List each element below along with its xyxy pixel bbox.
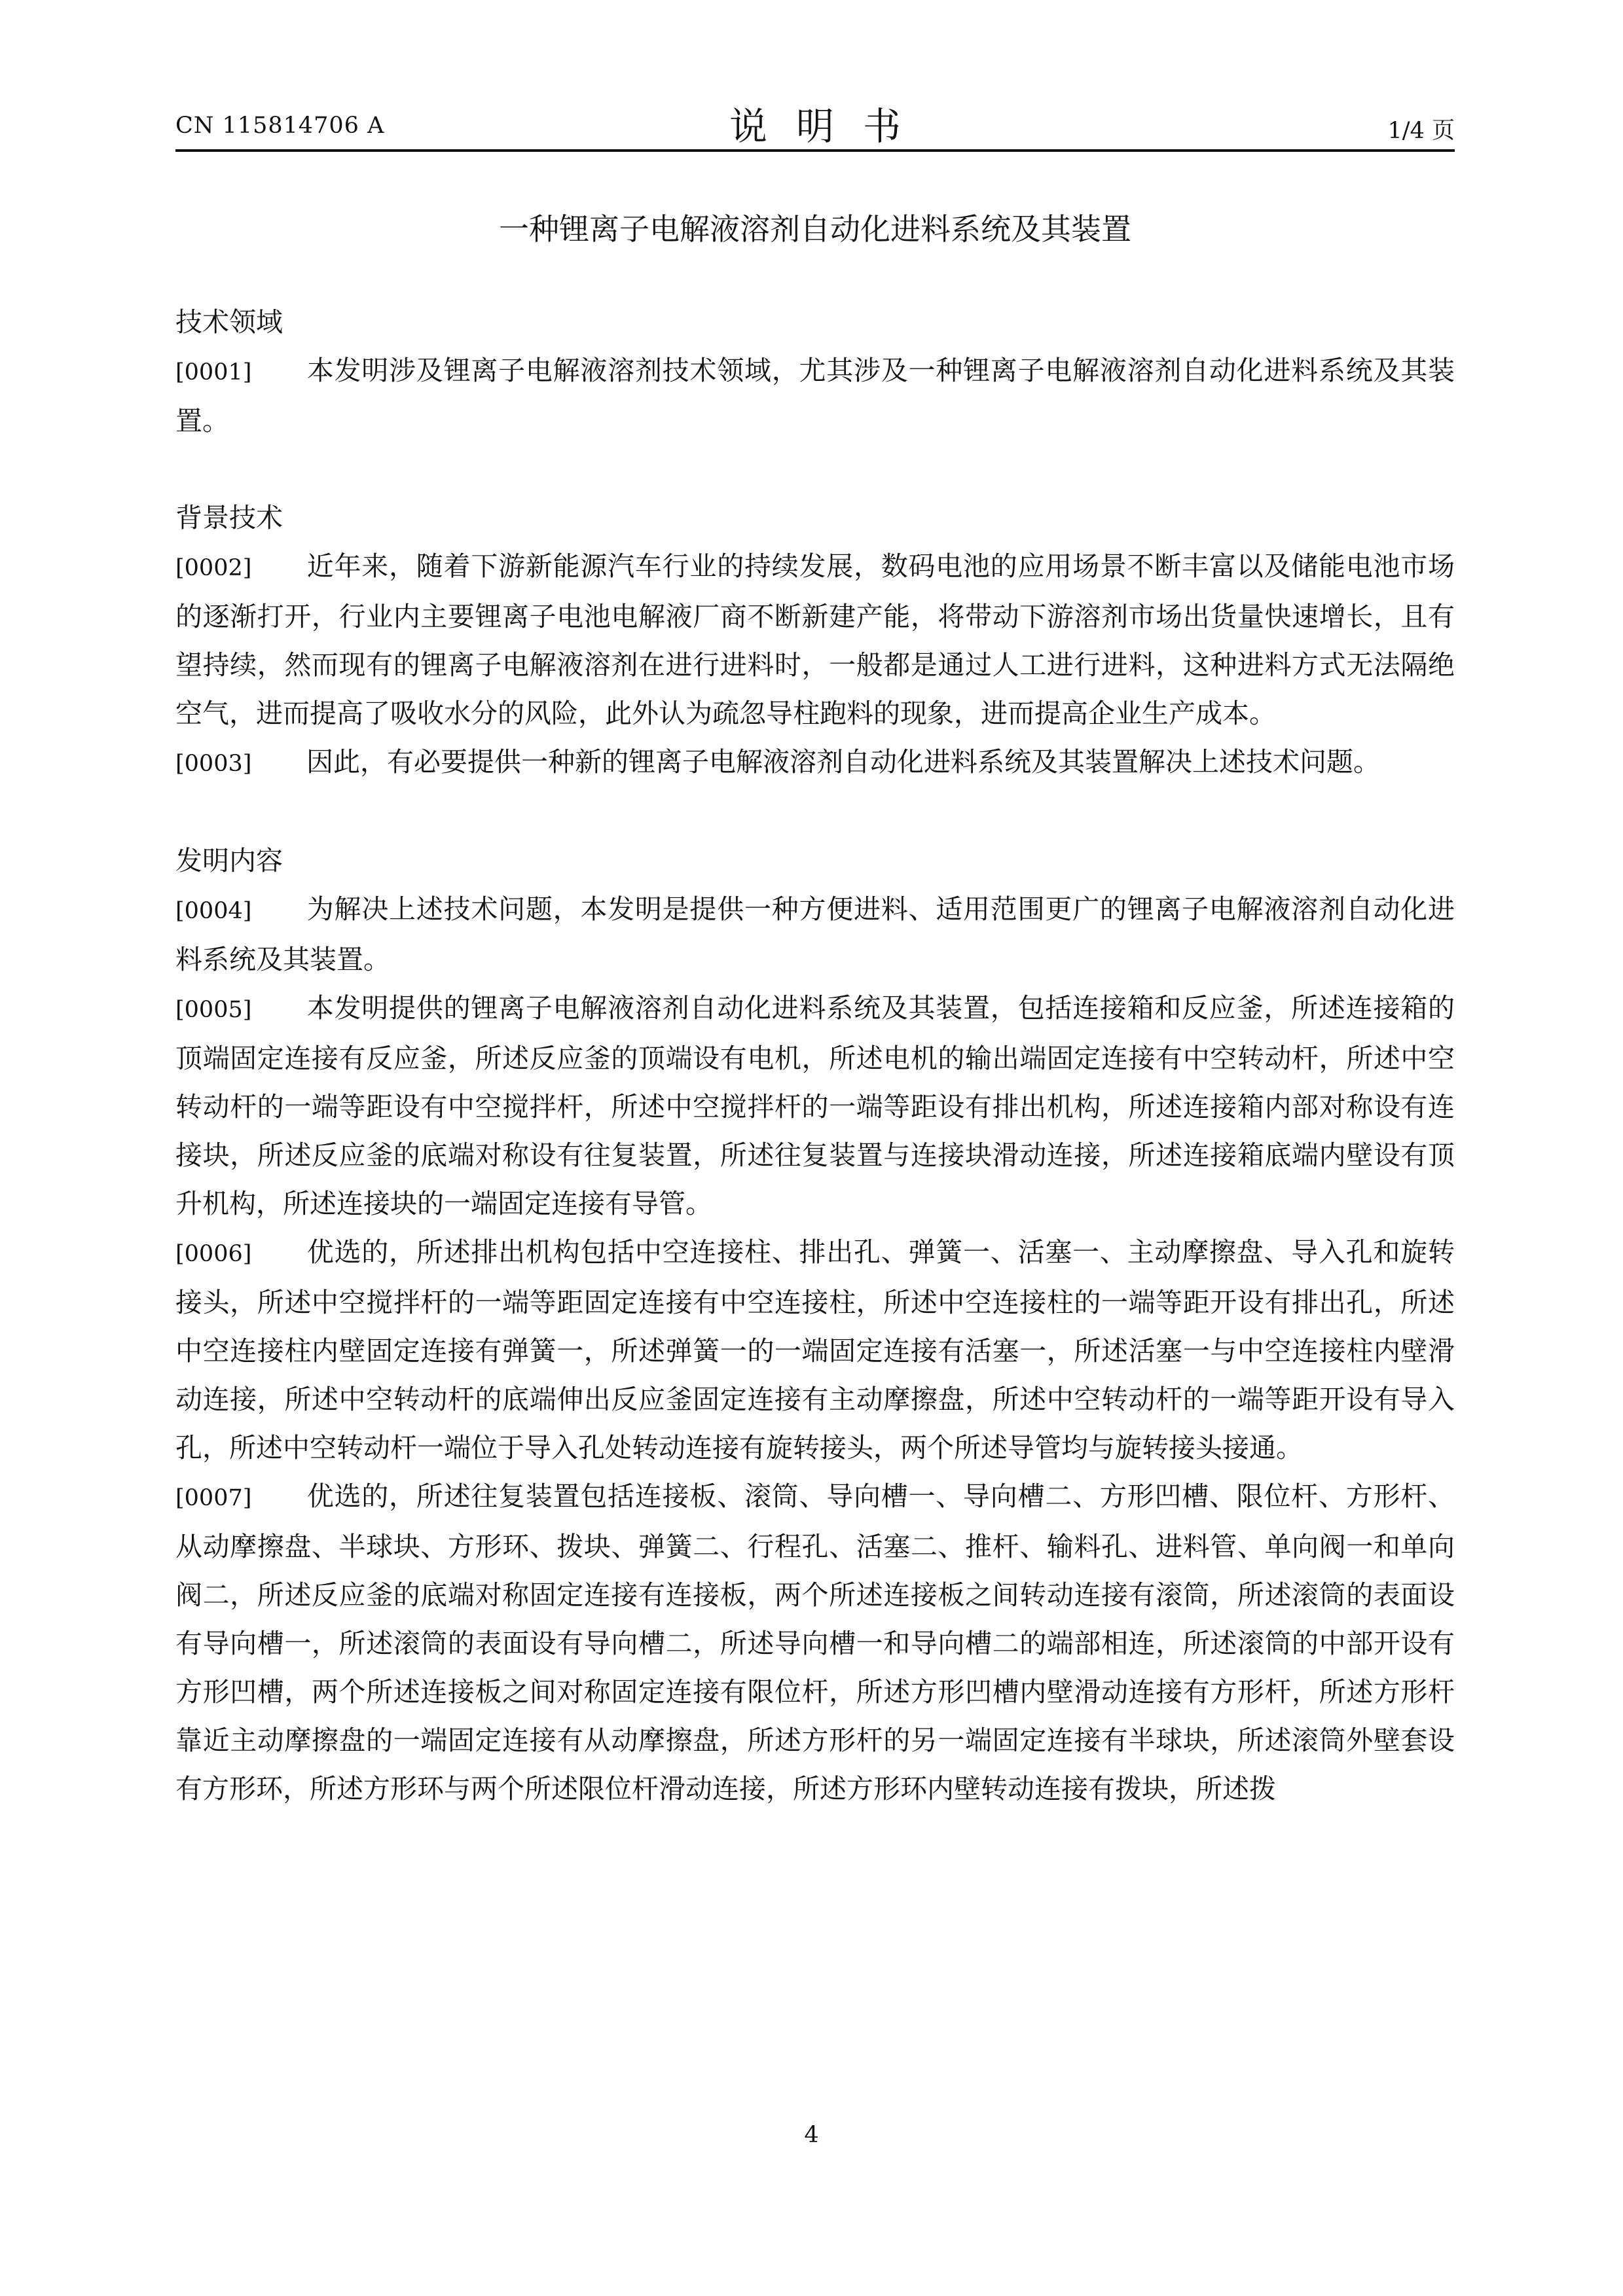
document-number: CN 115814706 A: [175, 113, 385, 139]
paragraph-0007: [175, 1472, 1455, 1813]
page-header: [175, 90, 1455, 152]
paragraph-0003: [175, 738, 1455, 788]
document-type: 说明书: [729, 104, 930, 149]
section-heading-background: 背景技术: [175, 502, 283, 533]
paragraph-number: [0006]: [175, 1241, 252, 1267]
paragraph-0005: [175, 984, 1455, 1228]
paragraph-number: [0004]: [175, 898, 252, 924]
section-heading-invention: 发明内容: [175, 845, 283, 876]
paragraph-0002: [175, 542, 1455, 738]
page-count: 1/4 页: [1387, 118, 1455, 144]
paragraph-0001: [175, 346, 1455, 445]
paragraph-text: 本发明涉及锂离子电解液溶剂技术领域，尤其涉及一种锂离子电解液溶剂自动化进料系统及其装置。: [175, 355, 1455, 437]
paragraph-text: 因此，有必要提供一种新的锂离子电解液溶剂自动化进料系统及其装置解决上述技术问题。: [306, 746, 1380, 778]
paragraph-text: 优选的，所述往复装置包括连接板、滚筒、导向槽一、导向槽二、方形凹槽、限位杆、方形杆、从动摩擦盘、半球块、方形环、拨块、弹簧二、行程孔、活塞二、推杆、输料孔、进料管、单向阀一和单向阀二，所述反应釜的底端对称固定连接有连接板，两个所述连接板之间转动连接有滚筒，所述滚筒的表面设有导向槽一，所述滚筒的表面设有导向槽二，所述导向槽一和导向槽二的端部相连，所述滚筒的中部开设有方形凹槽，两个所述连接板之间对称固定连接有限位杆，所述方形凹槽内壁滑动连接有方形杆，所述方形杆靠近主动摩擦盘的一端固定连接有从动摩擦盘，所述方形杆的另一端固定连接有半球块，所述滚筒外壁套设有方形环，所述方形环与两个所述限位杆滑动连接，所述方形环内壁转动连接有拨块，所述拨: [175, 1480, 1455, 1804]
paragraph-number: [0007]: [175, 1485, 252, 1511]
paragraph-number: [0005]: [175, 997, 252, 1023]
paragraph-text: 本发明提供的锂离子电解液溶剂自动化进料系统及其装置，包括连接箱和反应釜，所述连接箱的顶端固定连接有反应釜，所述反应釜的顶端设有电机，所述电机的输出端固定连接有中空转动杆，所述中空转动杆的一端等距设有中空搅拌杆，所述中空搅拌杆的一端等距设有排出机构，所述连接箱内部对称设有连接块，所述反应釜的底端对称设有往复装置，所述往复装置与连接块滑动连接，所述连接箱底端内壁设有顶升机构，所述连接块的一端固定连接有导管。: [175, 992, 1455, 1219]
paragraph-0004: [175, 885, 1455, 984]
paragraph-number: [0003]: [175, 751, 252, 777]
section-gap: [175, 445, 1455, 493]
document-body: [175, 298, 1455, 1813]
section-heading-technical-field: 技术领域: [175, 306, 283, 338]
paragraph-number: [0002]: [175, 555, 252, 581]
paragraph-text: 为解决上述技术问题，本发明是提供一种方便进料、适用范围更广的锂离子电解液溶剂自动化进料系统及其装置。: [175, 893, 1455, 975]
paragraph-0006: [175, 1228, 1455, 1472]
paragraph-text: 优选的，所述排出机构包括中空连接柱、排出孔、弹簧一、活塞一、主动摩擦盘、导入孔和旋转接头，所述中空搅拌杆的一端等距固定连接有中空连接柱，所述中空连接柱的一端等距开设有排出孔，所述中空连接柱内壁固定连接有弹簧一，所述弹簧一的一端固定连接有活塞一，所述活塞一与中空连接柱内壁滑动连接，所述中空转动杆的底端伸出反应釜固定连接有主动摩擦盘，所述中空转动杆的一端等距开设有导入孔，所述中空转动杆一端位于导入孔处转动连接有旋转接头，两个所述导管均与旋转接头接通。: [175, 1236, 1455, 1463]
paragraph-text: 近年来，随着下游新能源汽车行业的持续发展，数码电池的应用场景不断丰富以及储能电池市场的逐渐打开，行业内主要锂离子电池电解液厂商不断新建产能，将带动下游溶剂市场出货量快速增长，且有望持续，然而现有的锂离子电解液溶剂在进行进料时，一般都是通过人工进行进料，这种进料方式无法隔绝空气，进而提高了吸收水分的风险，此外认为疏忽导柱跑料的现象，进而提高企业生产成本。: [175, 550, 1455, 729]
paragraph-number: [0001]: [175, 359, 252, 386]
document-title: 一种锂离子电解液溶剂自动化进料系统及其装置: [499, 211, 1131, 247]
page-number: 4: [804, 2122, 819, 2148]
section-gap: [175, 788, 1455, 836]
